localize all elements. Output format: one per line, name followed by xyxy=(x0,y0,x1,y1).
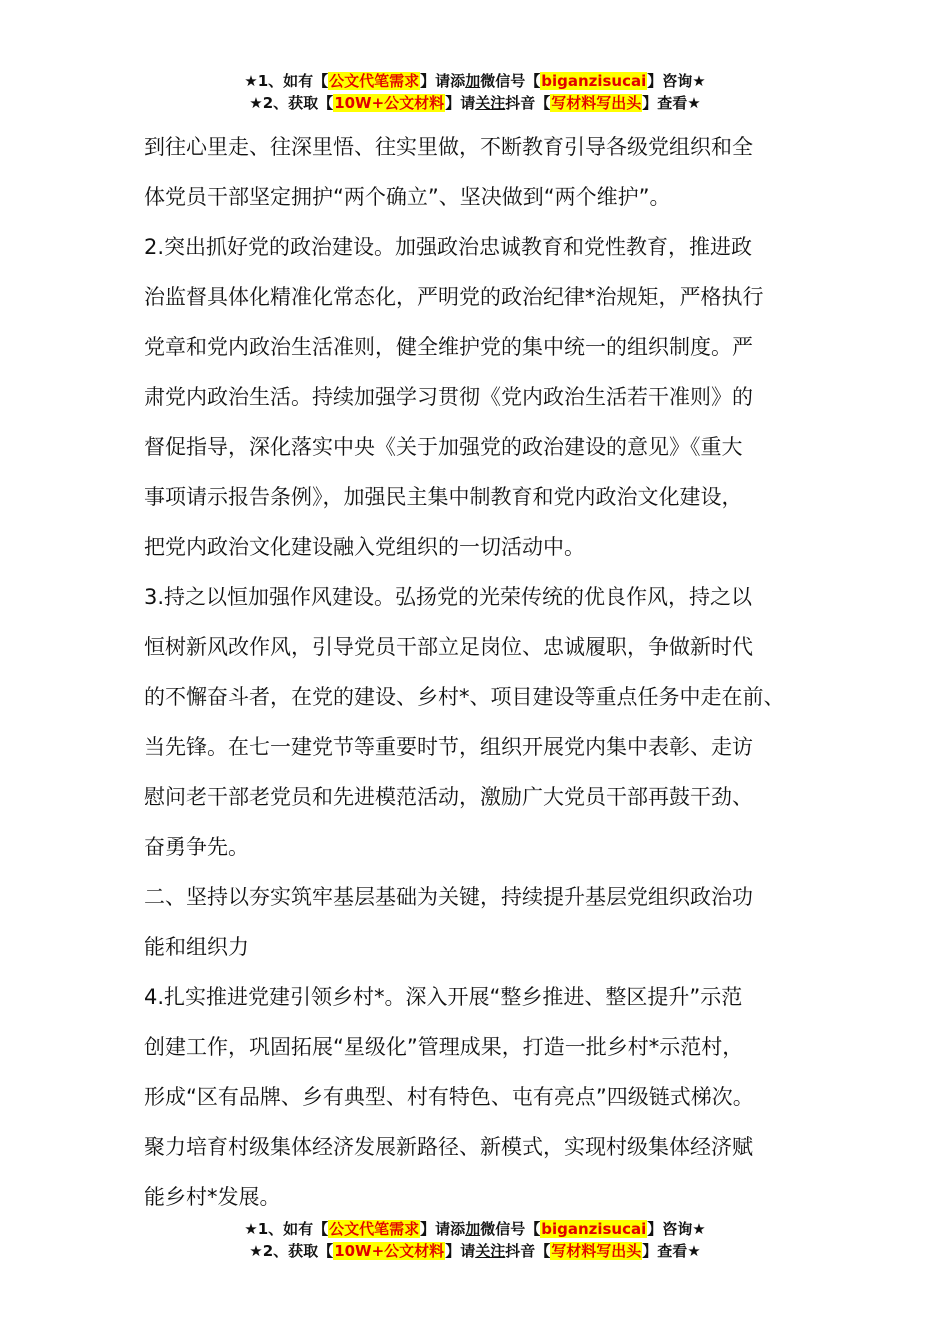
banner-text: 】咨询★ xyxy=(647,72,706,90)
banner-text: 微信号【 xyxy=(480,1220,541,1238)
banner-line-2 xyxy=(0,1240,950,1262)
document-body xyxy=(144,122,834,1222)
body-line: 创建工作，巩固拓展“星级化”管理成果，打造一批乡村*示范村， xyxy=(144,1035,744,1059)
highlight-service: 公文代笔需求 xyxy=(329,1220,420,1238)
body-line: 恒树新风改作风，引导党员干部立足岗位、忠诚履职，争做新时代 xyxy=(144,635,753,659)
banner-text: 】查看★ xyxy=(642,1242,701,1260)
body-line: 2.突出抓好党的政治建设。加强政治忠诚教育和党性教育，推进政 xyxy=(144,235,753,259)
body-line: 慰问老干部老党员和先进模范活动，激励广大党员干部再鼓干劲、 xyxy=(144,785,753,809)
highlight-service: 公文代笔需求 xyxy=(329,72,420,90)
banner-text: 】咨询★ xyxy=(647,1220,706,1238)
banner-emphasis: 加 xyxy=(465,72,481,90)
banner-text: 】查看★ xyxy=(642,94,701,112)
body-line: 4.扎实推进党建引领乡村*。深入开展“整乡推进、整区提升”示范 xyxy=(144,985,743,1009)
body-line: 能和组织力 xyxy=(144,935,249,959)
banner-line-1 xyxy=(0,70,950,92)
body-line: 治监督具体化精准化常态化，严明党的政治纪律*治规矩，严格执行 xyxy=(144,285,764,309)
banner-text: 】请 xyxy=(445,94,476,112)
banner-emphasis: 加 xyxy=(465,1220,481,1238)
banner-line-2 xyxy=(0,92,950,114)
body-line: 把党内政治文化建设融入党组织的一切活动中。 xyxy=(144,535,585,559)
body-line: 形成“区有品牌、乡有典型、村有特色、屯有亮点”四级链式梯次。 xyxy=(144,1085,754,1109)
body-line: 到往心里走、往深里悟、往实里做，不断教育引导各级党组织和全 xyxy=(144,135,753,159)
body-line: 3.持之以恒加强作风建设。弘扬党的光荣传统的优良作风，持之以 xyxy=(144,585,753,609)
body-line: 肃党内政治生活。持续加强学习贯彻《党内政治生活若干准则》的 xyxy=(144,385,753,409)
body-line: 党章和党内政治生活准则，健全维护党的集中统一的组织制度。严 xyxy=(144,335,753,359)
banner-text: ★2、获取【 xyxy=(249,94,334,112)
banner-text: ★1、如有【 xyxy=(244,72,329,90)
banner-text: 】请 xyxy=(445,1242,476,1260)
body-line: 聚力培育村级集体经济发展新路径、新模式，实现村级集体经济赋 xyxy=(144,1135,753,1159)
banner-emphasis: 关注 xyxy=(475,1242,506,1260)
body-line: 奋勇争先。 xyxy=(144,835,249,859)
body-line: 督促指导，深化落实中央《关于加强党的政治建设的意见》《重大 xyxy=(144,435,743,459)
highlight-douyin-id: 写材料写出头 xyxy=(551,1242,642,1260)
banner-text: ★1、如有【 xyxy=(244,1220,329,1238)
body-line: 当先锋。在七一建党节等重要时节，组织开展党内集中表彰、走访 xyxy=(144,735,753,759)
banner-line-1 xyxy=(0,1218,950,1240)
body-line: 的不懈奋斗者，在党的建设、乡村*、项目建设等重点任务中走在前、 xyxy=(144,685,785,709)
banner-emphasis: 关注 xyxy=(475,94,506,112)
highlight-wechat-id: biganzisucai xyxy=(541,1220,647,1238)
body-line: 事项请示报告条例》，加强民主集中制教育和党内政治文化建设， xyxy=(144,485,743,509)
banner-text: 】请添 xyxy=(420,72,466,90)
top-banner xyxy=(0,70,950,114)
highlight-materials: 10W+公文材料 xyxy=(334,1242,445,1260)
highlight-wechat-id: biganzisucai xyxy=(541,72,647,90)
body-line: 能乡村*发展。 xyxy=(144,1185,281,1209)
banner-text: 抖音【 xyxy=(505,1242,551,1260)
banner-text: 抖音【 xyxy=(505,94,551,112)
body-line: 体党员干部坚定拥护“两个确立”、坚决做到“两个维护”。 xyxy=(144,185,671,209)
highlight-douyin-id: 写材料写出头 xyxy=(551,94,642,112)
highlight-materials: 10W+公文材料 xyxy=(334,94,445,112)
banner-text: 】请添 xyxy=(420,1220,466,1238)
banner-text: ★2、获取【 xyxy=(249,1242,334,1260)
bottom-banner xyxy=(0,1218,950,1262)
body-line: 二、坚持以夯实筑牢基层基础为关键，持续提升基层党组织政治功 xyxy=(144,885,753,909)
banner-text: 微信号【 xyxy=(480,72,541,90)
